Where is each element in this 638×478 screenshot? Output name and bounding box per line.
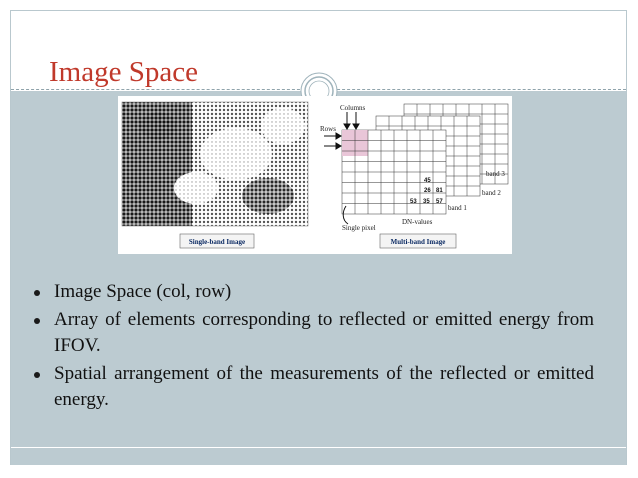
single-band-raster [122, 102, 308, 226]
single-pixel-label: Single pixel [342, 224, 376, 232]
band1-grid [342, 130, 446, 214]
rows-label: Rows [320, 125, 336, 133]
band2-label: band 2 [482, 189, 501, 197]
dn-value: 45 [424, 178, 431, 184]
multi-band-caption [380, 234, 456, 248]
footer-band [11, 447, 626, 465]
bullet-text: Spatial arrangement of the measurements of the reflected or emitted energy. [54, 363, 594, 410]
bullet-text: Image Space (col, row) [54, 281, 232, 302]
columns-label: Columns [340, 104, 366, 112]
single-band-caption [180, 234, 254, 248]
figure-image [118, 96, 512, 254]
slide-title: Image Space [49, 56, 198, 88]
dn-value: 53 [410, 199, 417, 205]
multi-band-grids [342, 104, 508, 214]
bullet-dot-icon [34, 318, 40, 324]
band1-label: band 1 [448, 204, 467, 212]
dn-value: 57 [436, 199, 443, 205]
single-band-caption-text: Single-band Image [188, 238, 246, 246]
band3-label: band 3 [486, 170, 505, 178]
bullet-dot-icon [34, 372, 40, 378]
figure-drawing [118, 96, 512, 254]
dn-values-label: DN-values [402, 218, 433, 226]
dn-value: 35 [423, 199, 430, 205]
bullet-item [34, 361, 594, 413]
bullet-item [34, 279, 594, 305]
dn-value: 81 [436, 188, 443, 194]
multi-band-caption-text: Multi-band Image [390, 238, 446, 246]
bullet-dot-icon [34, 290, 40, 296]
bullet-text: Array of elements corresponding to reflected or emitted energy from IFOV. [54, 309, 594, 356]
bullet-item [34, 307, 594, 359]
dn-value: 26 [424, 188, 431, 194]
bullet-list [34, 279, 594, 415]
